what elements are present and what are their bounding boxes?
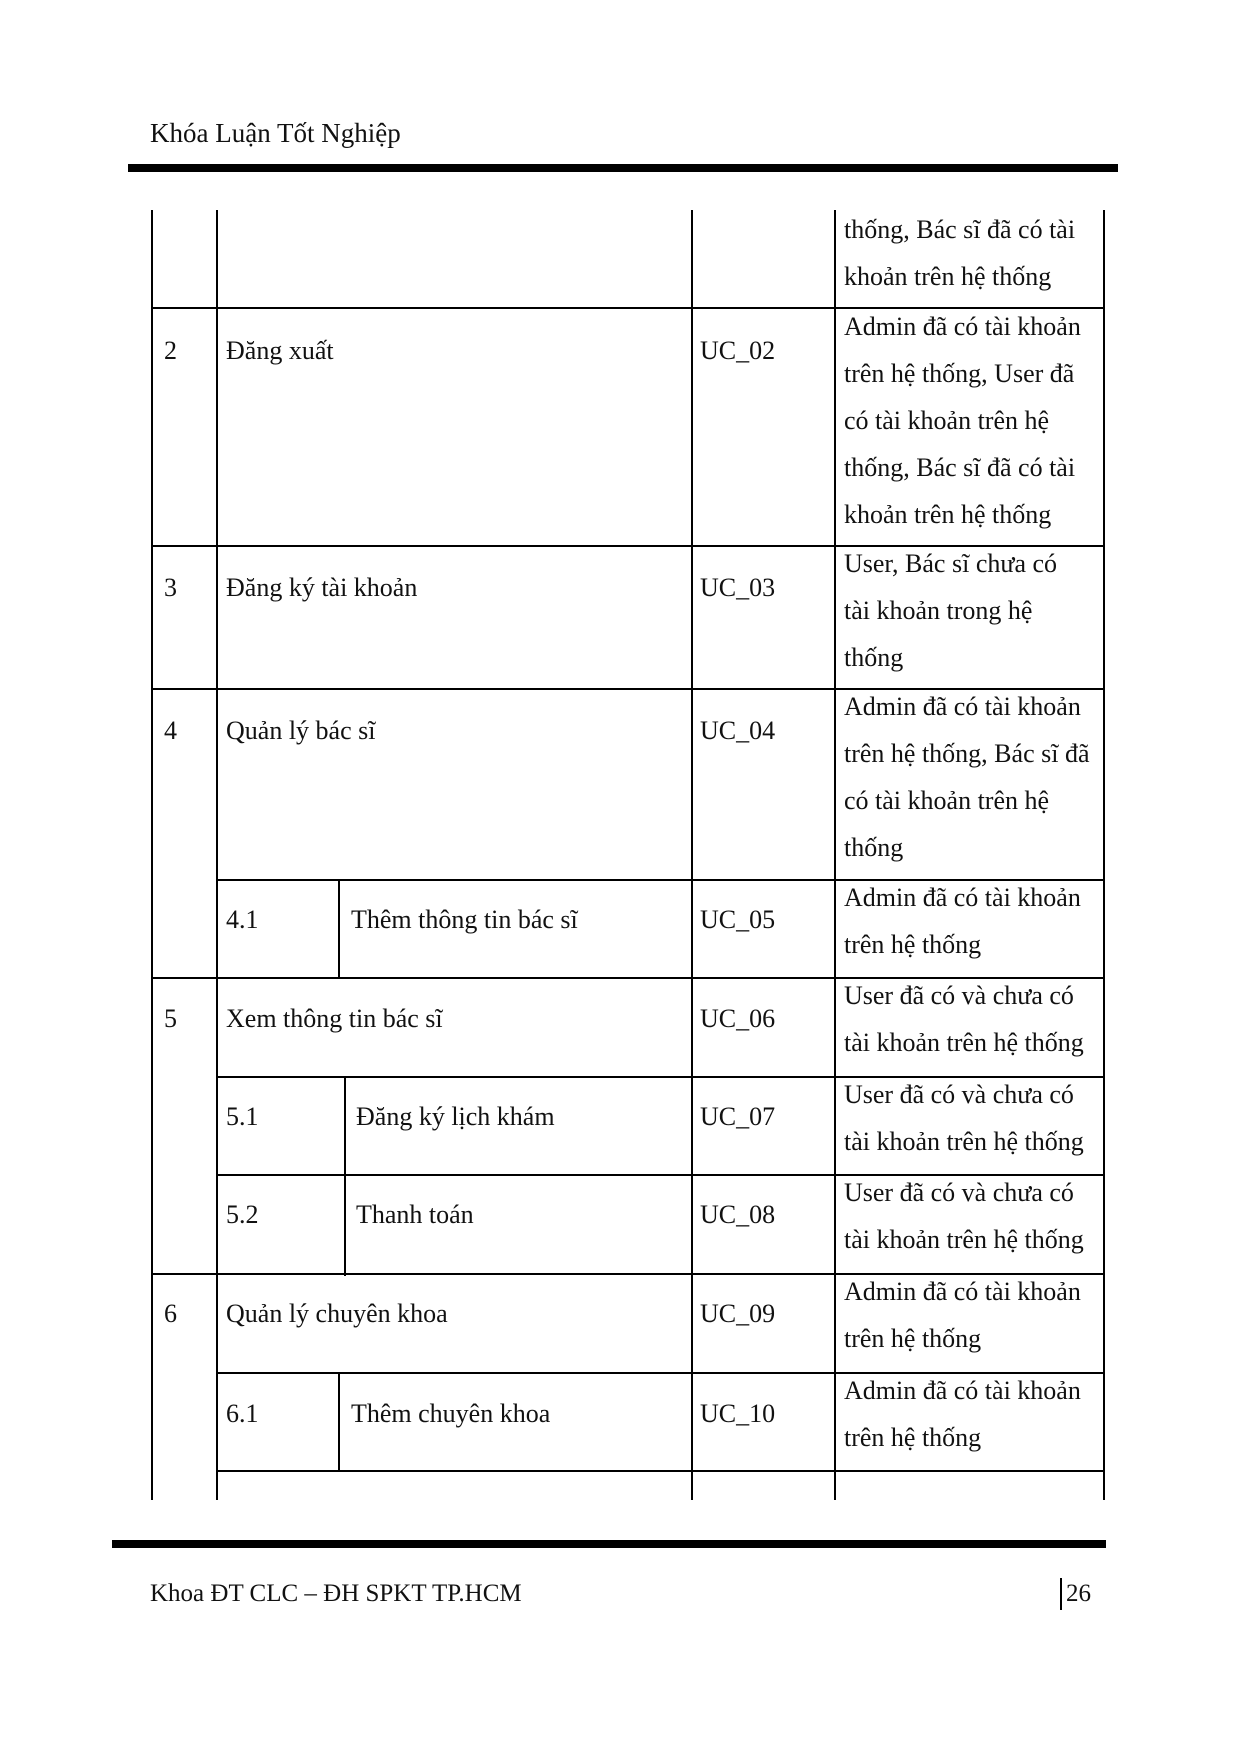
row-name: Quản lý chuyên khoa [226,1299,448,1328]
desc-line: tài khoản trong hệ [844,596,1033,625]
desc-line: User đã có và chưa có [844,1178,1074,1207]
desc-line: User, Bác sĩ chưa có [844,549,1058,578]
row-desc [844,1071,1092,1165]
footer-rule [112,1540,1106,1548]
desc-line: thống [844,833,904,862]
row-name: Quản lý bác sĩ [226,716,376,745]
desc-line: tài khoản trên hệ thống [844,1225,1084,1254]
row-desc [844,683,1092,871]
continued-desc [844,206,1092,300]
row-desc [844,303,1092,538]
table-column-divider [691,210,693,1500]
row-desc [844,874,1092,968]
desc-line: Admin đã có tài khoản [844,1376,1081,1405]
desc-line: khoản trên hệ thống [844,262,1052,291]
desc-line: tài khoản trên hệ thống [844,1127,1084,1156]
desc-line: User đã có và chưa có [844,981,1074,1010]
page-number: 26 [1060,1578,1091,1610]
row-code: UC_09 [700,1299,776,1328]
row-no: 3 [164,573,177,602]
row-rule [216,1470,1105,1472]
row-no: 2 [164,336,177,365]
desc-line: User đã có và chưa có [844,1080,1074,1109]
row-code: UC_04 [700,716,776,745]
desc-line: Admin đã có tài khoản [844,692,1081,721]
table-column-divider [216,210,218,1500]
row-no: 6.1 [226,1399,259,1428]
page-header-title: Khóa Luận Tốt Nghiệp [150,118,401,148]
row-no: 5.2 [226,1200,259,1229]
row-name: Đăng xuất [226,336,334,365]
row-name: Thêm chuyên khoa [351,1399,551,1428]
desc-line: thống, Bác sĩ đã có tài [844,453,1076,482]
desc-line: trên hệ thống, Bác sĩ đã [844,739,1090,768]
row-code: UC_08 [700,1200,776,1229]
desc-line: khoản trên hệ thống [844,500,1052,529]
row-name: Xem thông tin bác sĩ [226,1004,443,1033]
row-desc [844,972,1092,1066]
table-border-left [151,210,153,1500]
row-name: Thêm thông tin bác sĩ [351,905,578,934]
row-no: 5.1 [226,1102,259,1131]
desc-line: trên hệ thống [844,1324,982,1353]
row-name: Thanh toán [356,1200,474,1229]
subrow-divider [338,1374,340,1472]
row-no: 5 [164,1004,177,1033]
desc-line: tài khoản trên hệ thống [844,1028,1084,1057]
desc-line: có tài khoản trên hệ [844,406,1050,435]
row-code: UC_05 [700,905,776,934]
row-no: 6 [164,1299,177,1328]
row-code: UC_10 [700,1399,776,1428]
row-desc [844,1169,1092,1263]
row-code: UC_07 [700,1102,776,1131]
row-name: Đăng ký lịch khám [356,1102,555,1131]
desc-line: trên hệ thống [844,930,982,959]
row-desc [844,1367,1092,1461]
desc-line: Admin đã có tài khoản [844,312,1081,341]
table-border-right [1103,210,1105,1500]
desc-line: Admin đã có tài khoản [844,883,1081,912]
row-desc [844,1268,1092,1362]
subrow-divider [344,1078,346,1276]
header-rule [128,164,1118,172]
desc-line: trên hệ thống, User đã [844,359,1075,388]
desc-line: thống [844,643,904,672]
desc-line: Admin đã có tài khoản [844,1277,1081,1306]
row-no: 4 [164,716,177,745]
subrow-divider [338,880,340,978]
desc-line: có tài khoản trên hệ [844,786,1050,815]
row-code: UC_03 [700,573,776,602]
footer-department: Khoa ĐT CLC – ĐH SPKT TP.HCM [150,1580,522,1607]
row-code: UC_06 [700,1004,776,1033]
row-no: 4.1 [226,905,259,934]
table-column-divider [834,210,836,1500]
row-name: Đăng ký tài khoản [226,573,418,602]
desc-line: trên hệ thống [844,1423,982,1452]
desc-line: thống, Bác sĩ đã có tài [844,215,1076,244]
row-code: UC_02 [700,336,776,365]
row-desc [844,540,1092,681]
